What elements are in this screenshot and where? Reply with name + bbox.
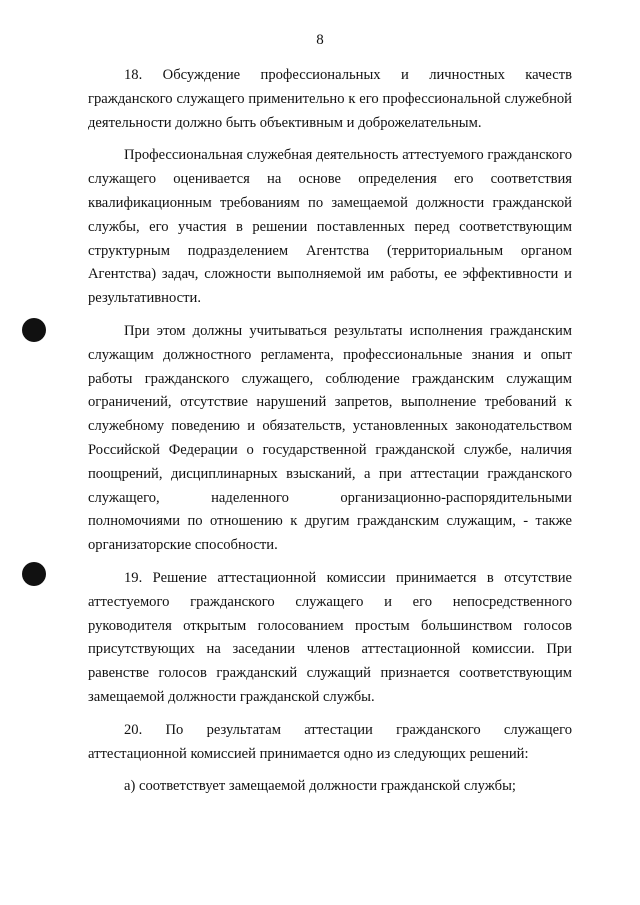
- paragraph-18: 18. Обсуждение профессиональных и личностных качеств гражданского служащего применительно к его профессиональной служебной деятельности должно быть объективным и доброжелательным.: [88, 67, 572, 131]
- paragraph-considerations: При этом должны учитываться результаты исполнения гражданским служащим должностного регламента, профессиональные знания и опыт работы гражданского служащего, соблюдение гражданским служащим ограничений, отсутствие нарушений запретов, выполнение требований к служебному поведению и обязательств, установленных законодательством Российской Федерации о государственной гражданской службе, наличия поощрений, дисциплинарных взысканий, а при аттестации гражданского служащего, наделенного организационно-распорядительными полномочиями по отношению к другим гражданским служащим, - также организаторские способности.: [88, 322, 572, 554]
- punch-hole-icon: [22, 562, 46, 586]
- punch-hole-icon: [22, 318, 46, 342]
- paragraph-19: 19. Решение аттестационной комиссии принимается в отсутствие аттестуемого гражданского служащего и его непосредственного руководителя открытым голосованием простым большинством голосов присутствующих на заседании членов аттестационной комиссии. При равенстве голосов гражданский служащий признается соответствующим замещаемой должности гражданской службы.: [88, 569, 572, 705]
- page-number: 8: [316, 32, 324, 48]
- paragraph-evaluation: Профессиональная служебная деятельность аттестуемого гражданского служащего оценивается на основе определения его соответствия квалификационным требованиям по замещаемой должности гражданской службы, его участия в решении поставленных перед соответствующим структурным подразделением Агентства (территориальным органом Агентства) задач, сложности выполняемой им работы, ее эффективности и результативности.: [88, 147, 572, 307]
- paragraph-20: 20. По результатам аттестации гражданского служащего аттестационной комиссией принимается одно из следующих решений:: [88, 721, 572, 762]
- document-body: [88, 64, 572, 808]
- decision-item-a: а) соответствует замещаемой должности гражданской службы;: [124, 778, 516, 795]
